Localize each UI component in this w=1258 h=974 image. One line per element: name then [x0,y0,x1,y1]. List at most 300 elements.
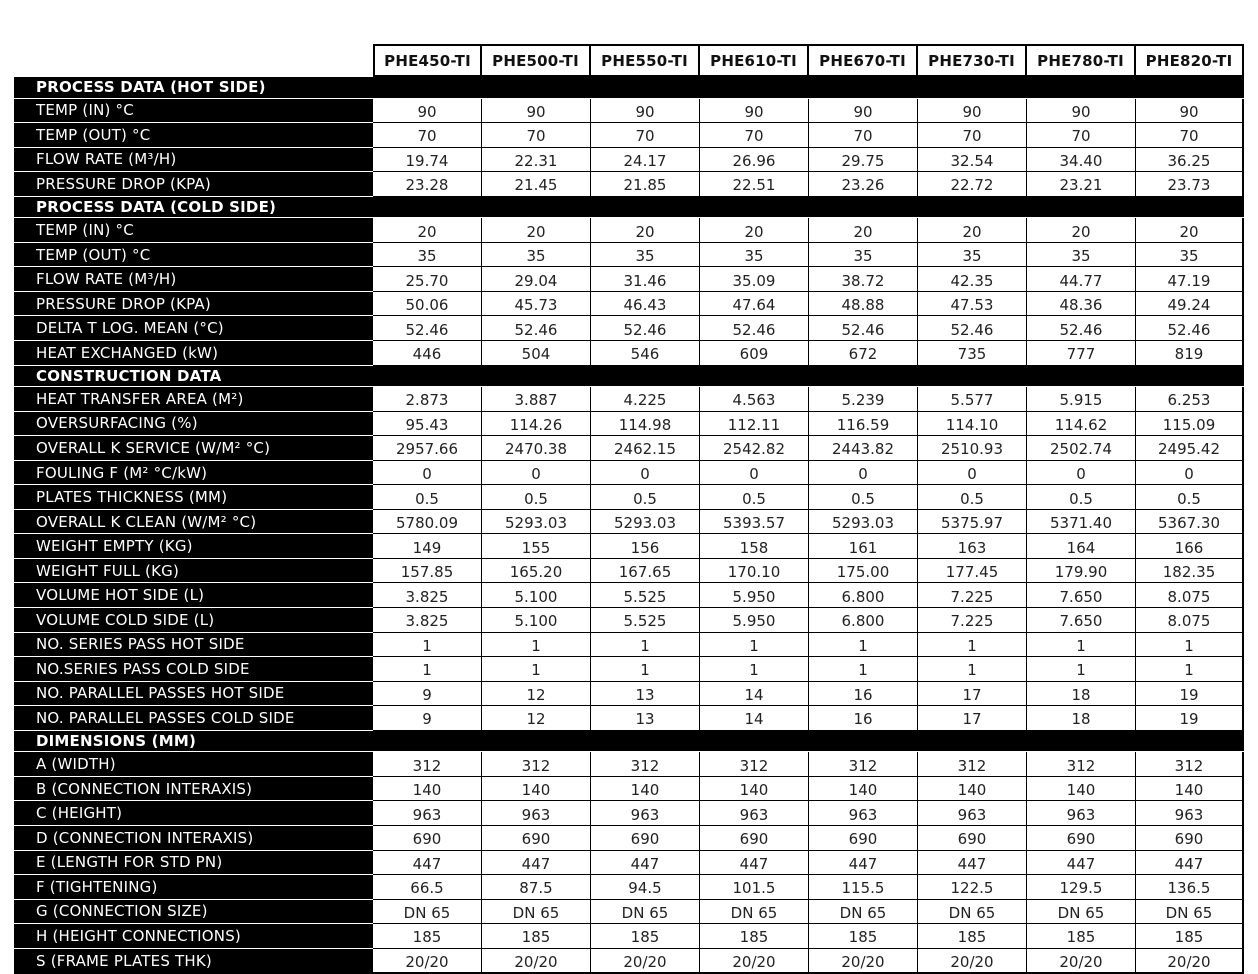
table-cell: 90 [1027,99,1136,124]
table-cell: 0 [809,461,918,486]
table-row [14,682,1244,707]
table-cell: 312 [1027,752,1136,777]
table-cell: 5375.97 [918,510,1027,535]
table-cell: 1 [700,633,809,658]
model-header: PHE610-TI [700,44,809,77]
table-cell: 182.35 [1136,559,1244,584]
table-cell: 447 [591,851,700,876]
table-cell: 170.10 [700,559,809,584]
table-row [14,875,1244,900]
table-cell: 963 [700,801,809,826]
table-cell: 35 [1136,243,1244,268]
table-cell: 1 [1027,633,1136,658]
table-cell: 35 [700,243,809,268]
table-cell: 963 [1136,801,1244,826]
table-cell: 52.46 [591,316,700,341]
table-cell: 18 [1027,682,1136,707]
row-label: TEMP (OUT) °C [14,123,373,148]
table-cell: 504 [482,341,591,366]
section-header-row [14,731,1244,753]
table-cell: 690 [373,826,482,851]
section-title: PROCESS DATA (HOT SIDE) [14,77,373,99]
table-cell: 70 [809,123,918,148]
table-cell: 12 [482,706,591,731]
table-cell: 101.5 [700,875,809,900]
row-label: D (CONNECTION INTERAXIS) [14,826,373,851]
table-cell: 17 [918,706,1027,731]
table-cell: 70 [1136,123,1244,148]
table-cell: 1 [809,657,918,682]
table-cell: 447 [373,851,482,876]
table-cell: 1 [482,633,591,658]
table-cell: 129.5 [1027,875,1136,900]
table-cell: 8.075 [1136,583,1244,608]
table-cell: 690 [918,826,1027,851]
table-cell: 23.28 [373,172,482,197]
table-cell: 47.64 [700,292,809,317]
table-cell: 1 [482,657,591,682]
row-label: G (CONNECTION SIZE) [14,900,373,925]
table-cell: 21.45 [482,172,591,197]
table-cell: 14 [700,682,809,707]
table-cell: 140 [1136,777,1244,802]
table-cell: 312 [482,752,591,777]
table-cell: 5.577 [918,387,1027,412]
row-label: FLOW RATE (M³/H) [14,267,373,292]
spec-body [14,77,1244,974]
table-cell: 167.65 [591,559,700,584]
table-cell: 0 [373,461,482,486]
table-cell: 609 [700,341,809,366]
table-cell: 963 [1027,801,1136,826]
model-header: PHE550-TI [591,44,700,77]
table-cell: 50.06 [373,292,482,317]
row-label: WEIGHT EMPTY (KG) [14,534,373,559]
table-cell: 46.43 [591,292,700,317]
table-cell: 70 [918,123,1027,148]
table-cell: 447 [482,851,591,876]
table-cell: 140 [809,777,918,802]
table-cell: 70 [1027,123,1136,148]
table-cell: 20/20 [700,949,809,974]
table-cell: 446 [373,341,482,366]
table-cell: 8.075 [1136,608,1244,633]
table-cell: 90 [373,99,482,124]
table-cell: 5367.30 [1136,510,1244,535]
table-cell: 963 [373,801,482,826]
table-cell: 1 [918,657,1027,682]
table-cell: 90 [809,99,918,124]
table-cell: 163 [918,534,1027,559]
table-cell: 87.5 [482,875,591,900]
row-label: OVERALL K CLEAN (W/M² °C) [14,510,373,535]
section-header-row [14,77,1244,99]
table-cell: 24.17 [591,148,700,173]
row-label: NO. SERIES PASS HOT SIDE [14,633,373,658]
table-cell: 112.11 [700,412,809,437]
table-cell: 114.98 [591,412,700,437]
table-cell: 164 [1027,534,1136,559]
table-cell: 690 [700,826,809,851]
table-cell: 177.45 [918,559,1027,584]
row-label: PRESSURE DROP (KPA) [14,292,373,317]
table-row [14,316,1244,341]
table-cell: 447 [1136,851,1244,876]
row-label: F (TIGHTENING) [14,875,373,900]
row-label: S (FRAME PLATES THK) [14,949,373,974]
table-row [14,510,1244,535]
table-cell: 52.46 [1027,316,1136,341]
table-cell: 6.800 [809,583,918,608]
table-row [14,243,1244,268]
table-row [14,461,1244,486]
table-row [14,485,1244,510]
header-corner [14,44,373,77]
table-cell: 0 [1027,461,1136,486]
table-cell: 5.100 [482,583,591,608]
table-cell: 52.46 [700,316,809,341]
table-cell: 42.35 [918,267,1027,292]
table-cell: 35 [1027,243,1136,268]
table-cell: 0.5 [809,485,918,510]
table-cell: 185 [591,924,700,949]
section-title: CONSTRUCTION DATA [14,366,373,388]
row-label: FLOW RATE (M³/H) [14,148,373,173]
table-cell: 7.225 [918,583,1027,608]
table-cell: 114.26 [482,412,591,437]
table-cell: 1 [1136,657,1244,682]
table-cell: 185 [700,924,809,949]
table-cell: 5371.40 [1027,510,1136,535]
row-label: B (CONNECTION INTERAXIS) [14,777,373,802]
table-cell: 5.239 [809,387,918,412]
table-cell: 52.46 [809,316,918,341]
table-row [14,436,1244,461]
table-row [14,924,1244,949]
table-cell: 5.950 [700,608,809,633]
table-row [14,633,1244,658]
table-cell: 20 [373,218,482,243]
table-cell: 185 [809,924,918,949]
table-cell: 5.100 [482,608,591,633]
table-cell: 1 [918,633,1027,658]
table-cell: 114.10 [918,412,1027,437]
table-cell: 0 [482,461,591,486]
table-cell: 34.40 [1027,148,1136,173]
table-cell: DN 65 [700,900,809,925]
table-cell: 70 [700,123,809,148]
table-cell: 9 [373,682,482,707]
table-cell: 5.950 [700,583,809,608]
table-cell: 20 [591,218,700,243]
table-cell: DN 65 [1136,900,1244,925]
table-cell: 2495.42 [1136,436,1244,461]
table-cell: 20/20 [1027,949,1136,974]
table-cell: 36.25 [1136,148,1244,173]
table-cell: 26.96 [700,148,809,173]
section-title: DIMENSIONS (MM) [14,731,373,753]
table-cell: 116.59 [809,412,918,437]
table-row [14,172,1244,197]
model-header: PHE730-TI [918,44,1027,77]
table-cell: 312 [918,752,1027,777]
row-label: VOLUME COLD SIDE (L) [14,608,373,633]
table-row [14,218,1244,243]
table-row [14,949,1244,974]
table-row [14,900,1244,925]
section-band [373,197,1244,219]
table-cell: 20 [1027,218,1136,243]
table-cell: 44.77 [1027,267,1136,292]
table-cell: 690 [809,826,918,851]
table-cell: 20 [482,218,591,243]
table-cell: DN 65 [809,900,918,925]
table-cell: 2502.74 [1027,436,1136,461]
table-cell: 165.20 [482,559,591,584]
table-cell: 5293.03 [482,510,591,535]
table-cell: 0 [1136,461,1244,486]
table-cell: 672 [809,341,918,366]
table-cell: 156 [591,534,700,559]
table-cell: 47.53 [918,292,1027,317]
model-header: PHE450-TI [373,44,482,77]
table-cell: 45.73 [482,292,591,317]
table-cell: 52.46 [373,316,482,341]
table-cell: 1 [700,657,809,682]
table-cell: 16 [809,682,918,707]
section-title: PROCESS DATA (COLD SIDE) [14,197,373,219]
table-cell: 179.90 [1027,559,1136,584]
table-cell: 35 [482,243,591,268]
table-cell: 312 [700,752,809,777]
table-cell: 5.525 [591,583,700,608]
table-cell: 7.225 [918,608,1027,633]
table-cell: 23.21 [1027,172,1136,197]
table-row [14,559,1244,584]
table-cell: 25.70 [373,267,482,292]
table-cell: 140 [700,777,809,802]
table-cell: 29.75 [809,148,918,173]
table-cell: 47.19 [1136,267,1244,292]
table-cell: 70 [373,123,482,148]
row-label: H (HEIGHT CONNECTIONS) [14,924,373,949]
table-cell: 19.74 [373,148,482,173]
table-cell: 49.24 [1136,292,1244,317]
table-cell: 19 [1136,682,1244,707]
section-band [373,366,1244,388]
table-cell: 52.46 [918,316,1027,341]
table-cell: DN 65 [373,900,482,925]
spec-sheet [14,44,1244,974]
table-row [14,534,1244,559]
table-cell: 963 [591,801,700,826]
row-label: A (WIDTH) [14,752,373,777]
row-label: OVERALL K SERVICE (W/M² °C) [14,436,373,461]
table-row [14,412,1244,437]
table-cell: 19 [1136,706,1244,731]
table-cell: 90 [700,99,809,124]
table-cell: 185 [482,924,591,949]
table-cell: 140 [591,777,700,802]
table-row [14,99,1244,124]
table-row [14,801,1244,826]
table-cell: 5.525 [591,608,700,633]
table-row [14,123,1244,148]
table-cell: 48.88 [809,292,918,317]
table-cell: 9 [373,706,482,731]
model-header: PHE780-TI [1027,44,1136,77]
table-cell: 2443.82 [809,436,918,461]
table-cell: 185 [1027,924,1136,949]
table-cell: 4.225 [591,387,700,412]
table-cell: 185 [1136,924,1244,949]
table-cell: 963 [482,801,591,826]
table-cell: 23.73 [1136,172,1244,197]
row-label: PRESSURE DROP (KPA) [14,172,373,197]
table-cell: 140 [1027,777,1136,802]
table-cell: 20 [1136,218,1244,243]
table-cell: 35 [591,243,700,268]
table-cell: 16 [809,706,918,731]
section-band [373,77,1244,99]
table-cell: 6.253 [1136,387,1244,412]
table-cell: 1 [591,633,700,658]
table-cell: 21.85 [591,172,700,197]
table-cell: 447 [918,851,1027,876]
table-cell: 1 [1027,657,1136,682]
table-cell: 52.46 [482,316,591,341]
table-cell: 2462.15 [591,436,700,461]
table-cell: 6.800 [809,608,918,633]
table-cell: 5.915 [1027,387,1136,412]
model-header: PHE500-TI [482,44,591,77]
table-cell: 35.09 [700,267,809,292]
table-cell: 94.5 [591,875,700,900]
table-row [14,148,1244,173]
row-label: WEIGHT FULL (KG) [14,559,373,584]
table-row [14,341,1244,366]
table-row [14,387,1244,412]
table-cell: 1 [591,657,700,682]
section-band [373,731,1244,753]
model-header-row [14,44,1244,77]
table-row [14,657,1244,682]
table-cell: 20/20 [918,949,1027,974]
table-cell: 175.00 [809,559,918,584]
table-cell: 5393.57 [700,510,809,535]
table-cell: DN 65 [591,900,700,925]
table-cell: 963 [809,801,918,826]
table-cell: 70 [591,123,700,148]
table-cell: 0 [918,461,1027,486]
table-cell: 35 [373,243,482,268]
table-cell: 20/20 [809,949,918,974]
section-header-row [14,197,1244,219]
table-cell: 48.36 [1027,292,1136,317]
table-cell: 1 [1136,633,1244,658]
table-cell: 447 [700,851,809,876]
table-cell: 546 [591,341,700,366]
row-label: TEMP (OUT) °C [14,243,373,268]
table-cell: 31.46 [591,267,700,292]
model-header: PHE670-TI [809,44,918,77]
table-cell: 3.825 [373,608,482,633]
table-cell: 0.5 [1027,485,1136,510]
table-cell: 38.72 [809,267,918,292]
table-cell: 312 [373,752,482,777]
table-row [14,752,1244,777]
section-header-row [14,366,1244,388]
table-cell: 0.5 [591,485,700,510]
table-cell: 155 [482,534,591,559]
table-cell: 90 [918,99,1027,124]
table-cell: 166 [1136,534,1244,559]
table-cell: 0.5 [373,485,482,510]
row-label: E (LENGTH FOR STD PN) [14,851,373,876]
table-cell: 312 [809,752,918,777]
table-cell: 7.650 [1027,583,1136,608]
table-cell: 114.62 [1027,412,1136,437]
table-cell: 20/20 [1136,949,1244,974]
table-cell: 13 [591,682,700,707]
table-cell: 3.887 [482,387,591,412]
table-row [14,777,1244,802]
table-cell: 0.5 [482,485,591,510]
row-label: HEAT EXCHANGED (kW) [14,341,373,366]
table-cell: 2470.38 [482,436,591,461]
table-cell: 23.26 [809,172,918,197]
table-cell: 52.46 [1136,316,1244,341]
table-cell: 20/20 [482,949,591,974]
table-cell: 0 [591,461,700,486]
table-row [14,826,1244,851]
table-row [14,851,1244,876]
table-cell: 140 [373,777,482,802]
table-cell: 122.5 [918,875,1027,900]
table-cell: 447 [1027,851,1136,876]
table-cell: 95.43 [373,412,482,437]
table-cell: 136.5 [1136,875,1244,900]
table-cell: 14 [700,706,809,731]
table-cell: 115.09 [1136,412,1244,437]
table-cell: 17 [918,682,1027,707]
row-label: DELTA T LOG. MEAN (°C) [14,316,373,341]
table-cell: DN 65 [482,900,591,925]
table-cell: 140 [482,777,591,802]
table-cell: 447 [809,851,918,876]
table-cell: 20 [809,218,918,243]
spec-table [14,44,1244,974]
table-cell: 185 [918,924,1027,949]
table-cell: 819 [1136,341,1244,366]
row-label: NO. PARALLEL PASSES HOT SIDE [14,682,373,707]
table-cell: 0.5 [918,485,1027,510]
row-label: OVERSURFACING (%) [14,412,373,437]
table-cell: 2.873 [373,387,482,412]
row-label: NO. PARALLEL PASSES COLD SIDE [14,706,373,731]
table-cell: 66.5 [373,875,482,900]
row-label: FOULING F (M² °C/kW) [14,461,373,486]
table-cell: DN 65 [918,900,1027,925]
table-cell: 690 [591,826,700,851]
table-cell: 5293.03 [809,510,918,535]
table-cell: 185 [373,924,482,949]
table-cell: 690 [482,826,591,851]
table-cell: 4.563 [700,387,809,412]
table-row [14,267,1244,292]
table-cell: 70 [482,123,591,148]
row-label: HEAT TRANSFER AREA (M²) [14,387,373,412]
